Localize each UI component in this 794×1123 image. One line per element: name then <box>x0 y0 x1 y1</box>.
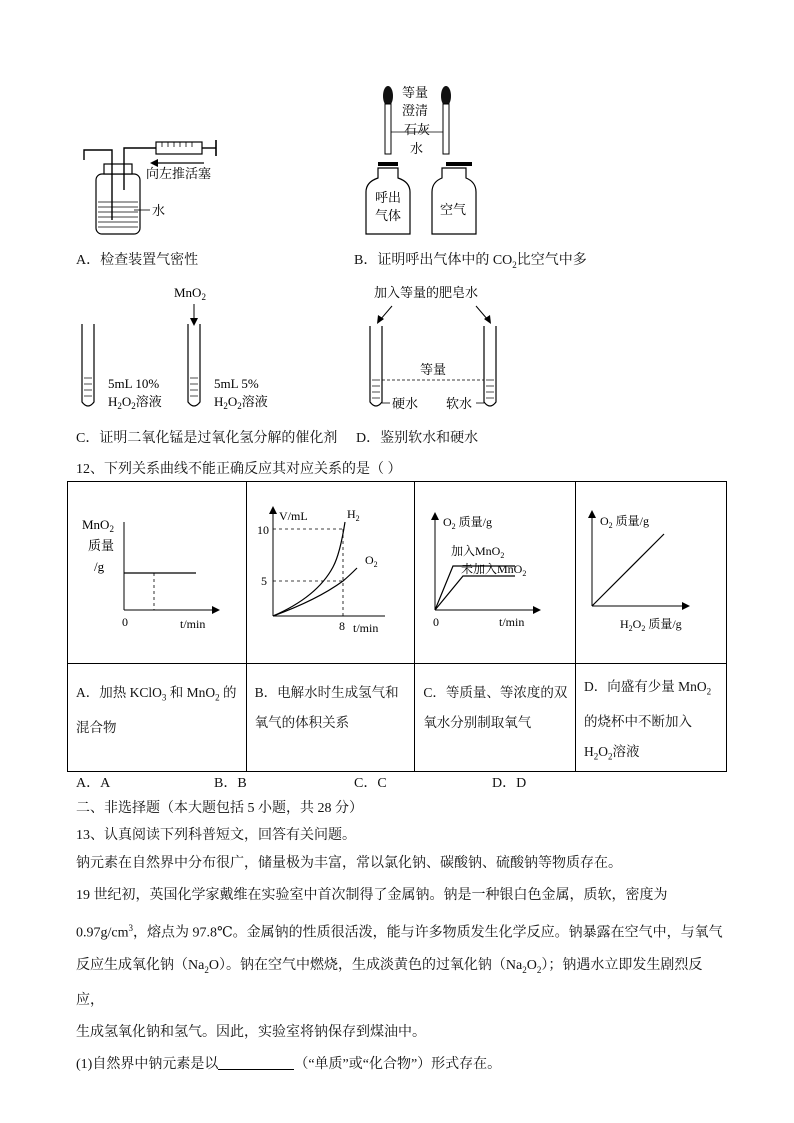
graph-b-label-o2: $O_2$ <box>364 553 378 569</box>
graph-c-ylabel: $O_2$ 质量/g <box>443 515 493 531</box>
figure-catalyst <box>76 282 296 417</box>
graph-b-ylabel: V/mL <box>278 509 308 523</box>
q13-para-2-line-2: $0.97g/cm^3$，熔点为 97.8℃。金属钠的性质很活泼，能与许多物质发生化学反应。钠暴露在空气中，与氧气 <box>76 923 723 941</box>
option-c-caption: C．证明二氧化锰是过氧化氢分解的催化剂 <box>76 431 338 446</box>
q13-question-1: (1)自然界中钠元素是以 （“单质”或“化合物”）形式存在。 <box>76 1057 502 1073</box>
label-water: 水 <box>152 203 166 218</box>
q12-option-c: C．等质量、等浓度的双 氧水分别制取氧气 <box>415 664 576 772</box>
label-tube1-vol: 5mL 10% <box>108 376 160 391</box>
water-hatching <box>98 202 138 227</box>
graph-b-xtick-8: 8 <box>338 619 345 633</box>
q13-para-1: 钠元素在自然界中分布很广，储量极为丰富，常以氯化钠、碳酸钠、硫酸钠等物质存在。 <box>76 856 622 871</box>
graph-b-ytick-5: 5 <box>260 574 267 588</box>
label-exhaled-1: 呼出 <box>375 190 402 205</box>
graph-a-ylabel-3: /g <box>94 559 105 574</box>
bottle-air <box>432 162 476 234</box>
graph-cell-b <box>246 482 415 664</box>
syringe-barrel <box>156 142 202 154</box>
graph-cell-a <box>68 482 247 664</box>
figure-hard-soft-water <box>362 282 512 417</box>
graph-cell-c <box>415 482 576 664</box>
option-d-caption: D．鉴别软水和硬水 <box>356 431 479 446</box>
q13-stem: 13、认真阅读下列科普短文，回答有关问题。 <box>76 828 356 843</box>
label-soap-water: 加入等量的肥皂水 <box>374 285 479 300</box>
graph-d-ylabel: $O_2$ 质量/g <box>600 514 650 530</box>
section-heading: 二、非选择题（本大题包括 5 小题，共 28 分） <box>76 801 363 816</box>
q13-passage <box>76 848 726 1081</box>
test-tube-10pct <box>82 324 94 406</box>
label-clear: 澄清 <box>402 103 429 118</box>
q12-option-d: D．向盛有少量 MnO$_2$ 的烧杯中不断加入 $H_2O_2$溶液 <box>576 664 727 772</box>
test-tube-hard <box>370 326 382 406</box>
option-b-caption: B．证明呼出气体中的 $CO_2$比空气中多 <box>354 253 587 270</box>
answer-blank[interactable] <box>218 1055 294 1070</box>
graph-a <box>68 482 244 658</box>
graph-a-ylabel-1: MnO$_2$ <box>82 517 114 534</box>
label-soft-water: 软水 <box>446 396 473 411</box>
graph-c-origin: 0 <box>433 615 440 629</box>
q12-answer-c: C．C <box>354 776 387 791</box>
figure-airtightness <box>76 130 236 240</box>
graph-d-xlabel: $H_2O_2$ 质量/g <box>620 617 682 633</box>
label-lime: 石灰 <box>404 122 431 137</box>
label-tube2-vol: 5mL 5% <box>214 376 259 391</box>
graph-b-label-h2: $H_2$ <box>346 507 360 523</box>
graph-c-label-with: 加入MnO$_2$ <box>451 544 505 560</box>
q12-stem: 12、下列关系曲线不能正确反应其对应关系的是（ ） <box>76 462 402 477</box>
label-push-left: 向左推活塞 <box>146 166 212 181</box>
q12-option-a: A．加热 KClO$_3$ 和 MnO$_2$ 的 混合物 <box>68 664 247 772</box>
q12-table <box>67 481 727 772</box>
graph-c-xlabel: t/min <box>499 615 525 629</box>
graph-cell-d <box>576 482 727 664</box>
dropper-right <box>441 86 451 154</box>
graph-b-xlabel: t/min <box>352 621 378 635</box>
label-hard-water: 硬水 <box>392 396 419 411</box>
label-tube1-h2o2: $H_2O_2$溶液 <box>108 394 162 411</box>
label-air: 空气 <box>440 202 467 217</box>
graph-a-ylabel-2: 质量 <box>88 538 115 553</box>
graph-a-origin: 0 <box>122 615 128 629</box>
option-a-caption: A．检查装置气密性 <box>76 253 199 268</box>
dropper-left <box>383 86 393 154</box>
glass-tube-left <box>84 150 112 220</box>
graph-d <box>576 482 726 658</box>
wide-mouth-bottle <box>96 174 140 234</box>
label-mno2: MnO$_2$ <box>174 285 206 302</box>
graph-a-xlabel: t/min <box>180 617 206 631</box>
label-exhaled-2: 气体 <box>375 208 402 223</box>
graph-b-curve-h2 <box>273 522 345 616</box>
label-tube2-h2o2: $H_2O_2$溶液 <box>214 394 268 411</box>
q12-option-b: B．电解水时生成氢气和 氧气的体积关系 <box>246 664 415 772</box>
graph-c <box>415 482 573 658</box>
test-tube-soft <box>484 326 496 406</box>
graph-b-curve-o2 <box>273 568 357 616</box>
label-water-b: 水 <box>410 141 424 156</box>
test-tube-5pct <box>188 324 200 406</box>
figure-co2-comparison <box>362 82 502 242</box>
graph-b-ytick-10: 10 <box>256 523 269 537</box>
graph-d-line <box>592 534 664 606</box>
bottle-stopper <box>104 164 132 174</box>
q13-para-2-line-1: 19 世纪初，英国化学家戴维在实验室中首次制得了金属钠。钠是一种银白色金属，质软，密度为 <box>76 888 668 903</box>
q13-para-2-line-3: 反应生成氧化钠$(Na_2O)$。钠在空气中燃烧，生成淡黄色的过氧化钠$(Na_2O_2)$；钠遇水立即发生剧烈反应， <box>76 957 703 1009</box>
graph-c-label-without: 未加入MnO$_2$ <box>461 562 527 578</box>
q12-answer-a: A．A <box>76 776 111 791</box>
q12-answer-d: D．D <box>492 776 527 791</box>
graph-b <box>247 482 413 658</box>
q12-answer-b: B．B <box>214 776 247 791</box>
q13-para-2-line-4: 生成氢氧化钠和氢气。因此，实验室将钠保存到煤油中。 <box>76 1025 426 1041</box>
label-equal: 等量 <box>402 85 429 100</box>
label-equal-level: 等量 <box>420 362 447 377</box>
